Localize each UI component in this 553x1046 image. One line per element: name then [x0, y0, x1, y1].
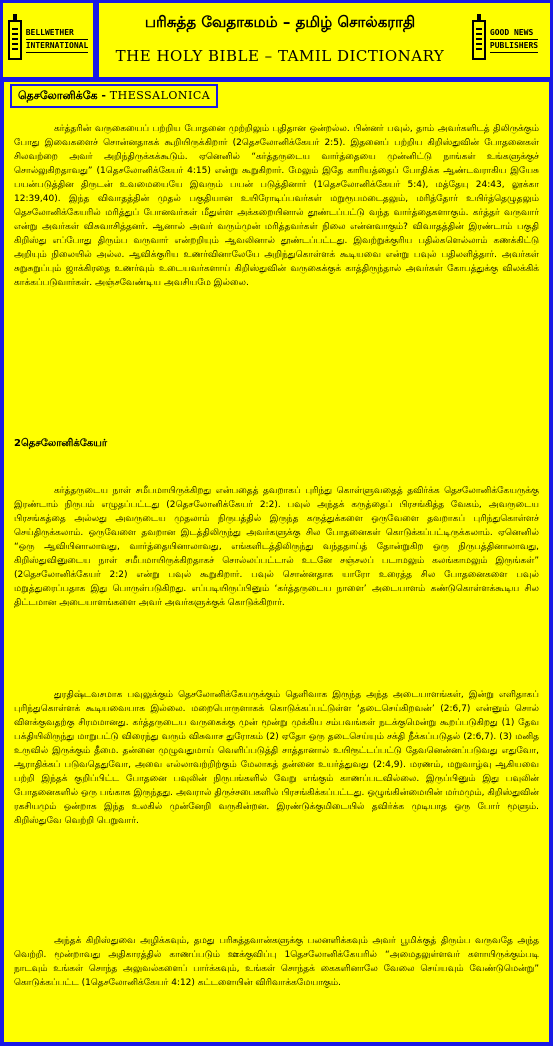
- headword-english: THESSALONICA: [109, 89, 211, 102]
- logo-right-line-2: PUBLISHERS: [490, 40, 538, 53]
- bellwether-tower-icon: [8, 20, 22, 60]
- title-tamil: பரிசுத்த வேதாகமம் – தமிழ் சொல்கராதி: [144, 13, 416, 31]
- headword-tamil: தெசலோனிக்கே: [18, 89, 98, 102]
- publisher-logo-left-text: [26, 27, 89, 53]
- publisher-logo-left: [3, 3, 93, 77]
- paragraph-text: அந்தக் கிறிஸ்துவை அழிக்கவும், தமது பரிசுத்தவான்களுக்கு பலனளிக்கவும் அவர் பூமிக்குத் திரும்ப வருவதே அந்த வெற்றி. மூன்றாவது அதிகாரத்தில் காணப்படும் ஊக்குவிப்பு 1தெசலோனிக்கேயரில் “அமைதலுள்ளவர் களாயிருக்கும்படி நாடவும் உங்கள் சொந்த அலுவல்களைப் பார்க்கவும், உங்கள் சொந்தக் கைகளினாலே வேலை செய்யவும் வேண்டுமென்று” கொடுக்கப்பட்ட (1தெசலோனிக்கேயர் 4:12) கட்டளையின் விரிவாக்கமேயாகும்.: [14, 936, 539, 988]
- entry-paragraph-4: [14, 934, 539, 990]
- logo-right-line-1: GOOD NEWS: [490, 27, 538, 40]
- subheading: 2தெசலோனிக்கேயர்: [14, 438, 108, 449]
- title-english: THE HOLY BIBLE – TAMIL DICTIONARY: [115, 47, 445, 65]
- paragraph-text: கர்த்தருடைய நாள் சமீபமாயிருக்கிறது என்பதைத் தவறாகப் புரிந்து கொள்ளுவதைத் தவிர்க்க தெசலோனிக்கேயருக்கு இரண்டாம் நிருபம் எழுதப்பட்டது (2தெசலோனிக்கேயர் 2:2). பவுல் அந்தக் கருத்தைப் பிரசங்கித்த வேகம், அவருடைய பிரசங்கத்தை அல்லது அவருடைய முதலாம் நிருபத்தில் இருந்த கருத்துக்களை ஒருவேளை தவறாகப் புரிந்துகொள்ளச் செய்திருக்கலாம். ஒருவேளை தவறான இடத்திலிருந்து அவர்களுக்கு சில போதனைகள் கொடுக்கப்பட்டிருக்கலாம். ஏனெனில் “ஒரு ஆவியினாலாவது, வார்த்தையினாலாவது, எங்களிடத்திலிருந்து வந்ததாய்த் தோன்றுகிற ஒரு நிருபத்தினாலாவது, கிறிஸ்துவினுடைய நாள் சமீபமாயிருக்கிறதாகச் சொல்லப்பட்டால் உடனே சஞ்சலப் படாமலும் கலங்காமலும் இருங்கள்” (2தெசலோனிக்கேயர் 2:2) என்று பவுல் கூறுகிறார். பவுல் சொன்னதாக யாரோ உரைத்த சில போதனைகளை பவுல் மறுத்துரைப்பதாக இது பொருள்படுகிறது. எப்படியிருப்பினும் ‘கர்த்தருடைய நாளை’ அடையாளம் கண்டுகொள்ளக்கூடிய சில திட்டமான அடையாளங்களை அவர் அவர்களுக்குக் கொடுக்கிறார்.: [14, 486, 539, 608]
- logo-left-line-2: INTERNATIONAL: [26, 40, 89, 53]
- publisher-logo-right-text: [490, 27, 538, 53]
- headword-box: தெசலோனிக்கே - THESSALONICA: [10, 84, 218, 108]
- header-banner: [0, 0, 553, 82]
- publisher-logo-right: [460, 3, 550, 77]
- title-box: [99, 3, 461, 77]
- logo-left-line-1: BELLWETHER: [26, 27, 89, 40]
- entry-paragraph-1: [14, 122, 539, 290]
- paragraph-text: கர்த்தரின் வருகையைப் பற்றிய போதனை முற்றிலும் புதிதான ஒன்றல்ல. பின்னர் பவுல், தாம் அவர்களிடத் திலிருக்கும் போது இவைகளைச் சொன்னதாகக் கூறியிருக்கிறார் (2தெசலோனிக்கேயர் 2:5). இதனைப் பற்றிய கிறிஸ்துவின் போதனைகள் சிலவற்றை அவர் அறிந்திருக்கக்கூடும். ஏனெனில் “கர்த்தருடைய வார்த்தையை முன்னிட்டு நாங்கள் உங்களுக்குச் சொல்லுகிறதாவது” (1தெசலோனிக்கேயர் 4:15) என்று கூறுகிறார். மேலும் இதே காரியத்தைப் போதிக்க ஆண்டவராகிய இயேசு பயன்படுத்தின திருடன் உவமையையே இவரும் பயன் படுத்தினார் (1தெசலோனிக்கேயர் 5:4), மத்தேயு 24:43, லூக்கா 12:39,40). இந்த விவாதத்தின் முதல் பகுதியான உயிரோடிப்பவர்கள் மறுரூபமடைதலும், மரித்தோர் உயிர்த்தெழுதலும் தெசலோனிக்கேயரில் மரித்துப் போனவர்கள் மீதுள்ள அக்கறையினால் தூண்டப்பட்டு வந்த வார்த்தைகளாகும். கர்த்தர் வருவார் என்று அவர்கள் விசுவாசித்தனர். ஆனால் அவர் வரும்முன் மரித்தவர்கள் நிலை என்னவாகும்? விவாதத்தின் இரண்டாம் பகுதி கிறிஸ்து எப்போது திரும்ப வருவார் என்றறியும் ஆவலினால் தூண்டப்பட்டது. இவற்றுக்குரிய பதில்களெல்லாம் கணக்கிட்டு அறியும் நிலையில் அல்ல. ஆவிக்குரிய உணர்வினாலேயே அறிந்துகொள்ளக் கூடியவை என்று பவுல் பதிலளித்தார். அவர்கள் சுறுசுறுப்பும் ஜாக்கிரதை உணர்வும் உடையவர்களாய் கிறிஸ்துவின் வருகைக்குக் காத்திருந்தால் அவர்கள் கோபத்துக்கு விலக்கிக் காக்கப்படுவார்கள். அஞ்சவேண்டிய அவசியமே இல்லை.: [14, 124, 539, 288]
- entry-paragraph-2: [14, 484, 539, 610]
- entry-paragraph-3: [14, 688, 539, 828]
- paragraph-text: துரதிஷ்டவசமாக பவுலுக்கும் தெசலோனிக்கேயருக்கும் தெளிவாக இருந்த அந்த அடையாளங்கள், இன்று எளிதாகப் புரிந்துகொள்ளக் கூடியவையாக இல்லை. மறைபொருளாகக் கொடுக்கப்பட்டுள்ள ‘தடைசெய்கிறவன்’ (2:6,7) என்னும் சொல் விளக்குவதற்கு சிரமமானது. கர்த்தருடைய வருகைக்கு முன் மூன்று முக்கிய சம்பவங்கள் நடக்குமென்று கூறப்படுகிறது (1) தேவ பக்தியிலிருந்து மாறுபட்டு விரைந்து வரும் விசுவாச துரோகம் (2) ஏதோ ஒரு தடைசெய்யும் சக்தி நீக்கப்படுதல் (2:6,7). (3) மனித உருவில் இருக்கும் தீமை. தன்னை முழுவதுமாய் வெளிப்படுத்தி சாத்தானால் உயிரூட்டப்பட்டு தேவனென்னப்படுவது எதுவோ, ஆராதிக்கப் படுவதெதுவோ, அவை எல்லாவற்றிற்கும் மேலாகத் தன்னை உயர்த்துவது (2:4,9). மரணம், மறுவாழ்வு ஆகியவை பற்றி இந்தக் குறிப்பிட்ட போதனை பவுலின் நிருபங்களில் வேறு எங்கும் காணப்படவில்லை. இருப்பினும் இது பவுலின் போதனைகளில் ஒரு பங்காக இருந்தது. அவரால் திருச்சபைகளில் பிரசங்கிக்கப்பட்டது. ஒழுங்கின்மையின் மர்மமும், கிறிஸ்துவின் ரகசியமும் ஒன்றாக இந்த உலகில் முன்னேறி வருகின்றன. இரண்டுக்குமிடையில் தவிர்க்க முடியாத ஒரு போர் மூளும். கிறிஸ்துவே வெற்றி பெறுவார்.: [14, 690, 539, 826]
- entry-content: [0, 82, 553, 1046]
- good-news-tower-icon: [472, 20, 486, 60]
